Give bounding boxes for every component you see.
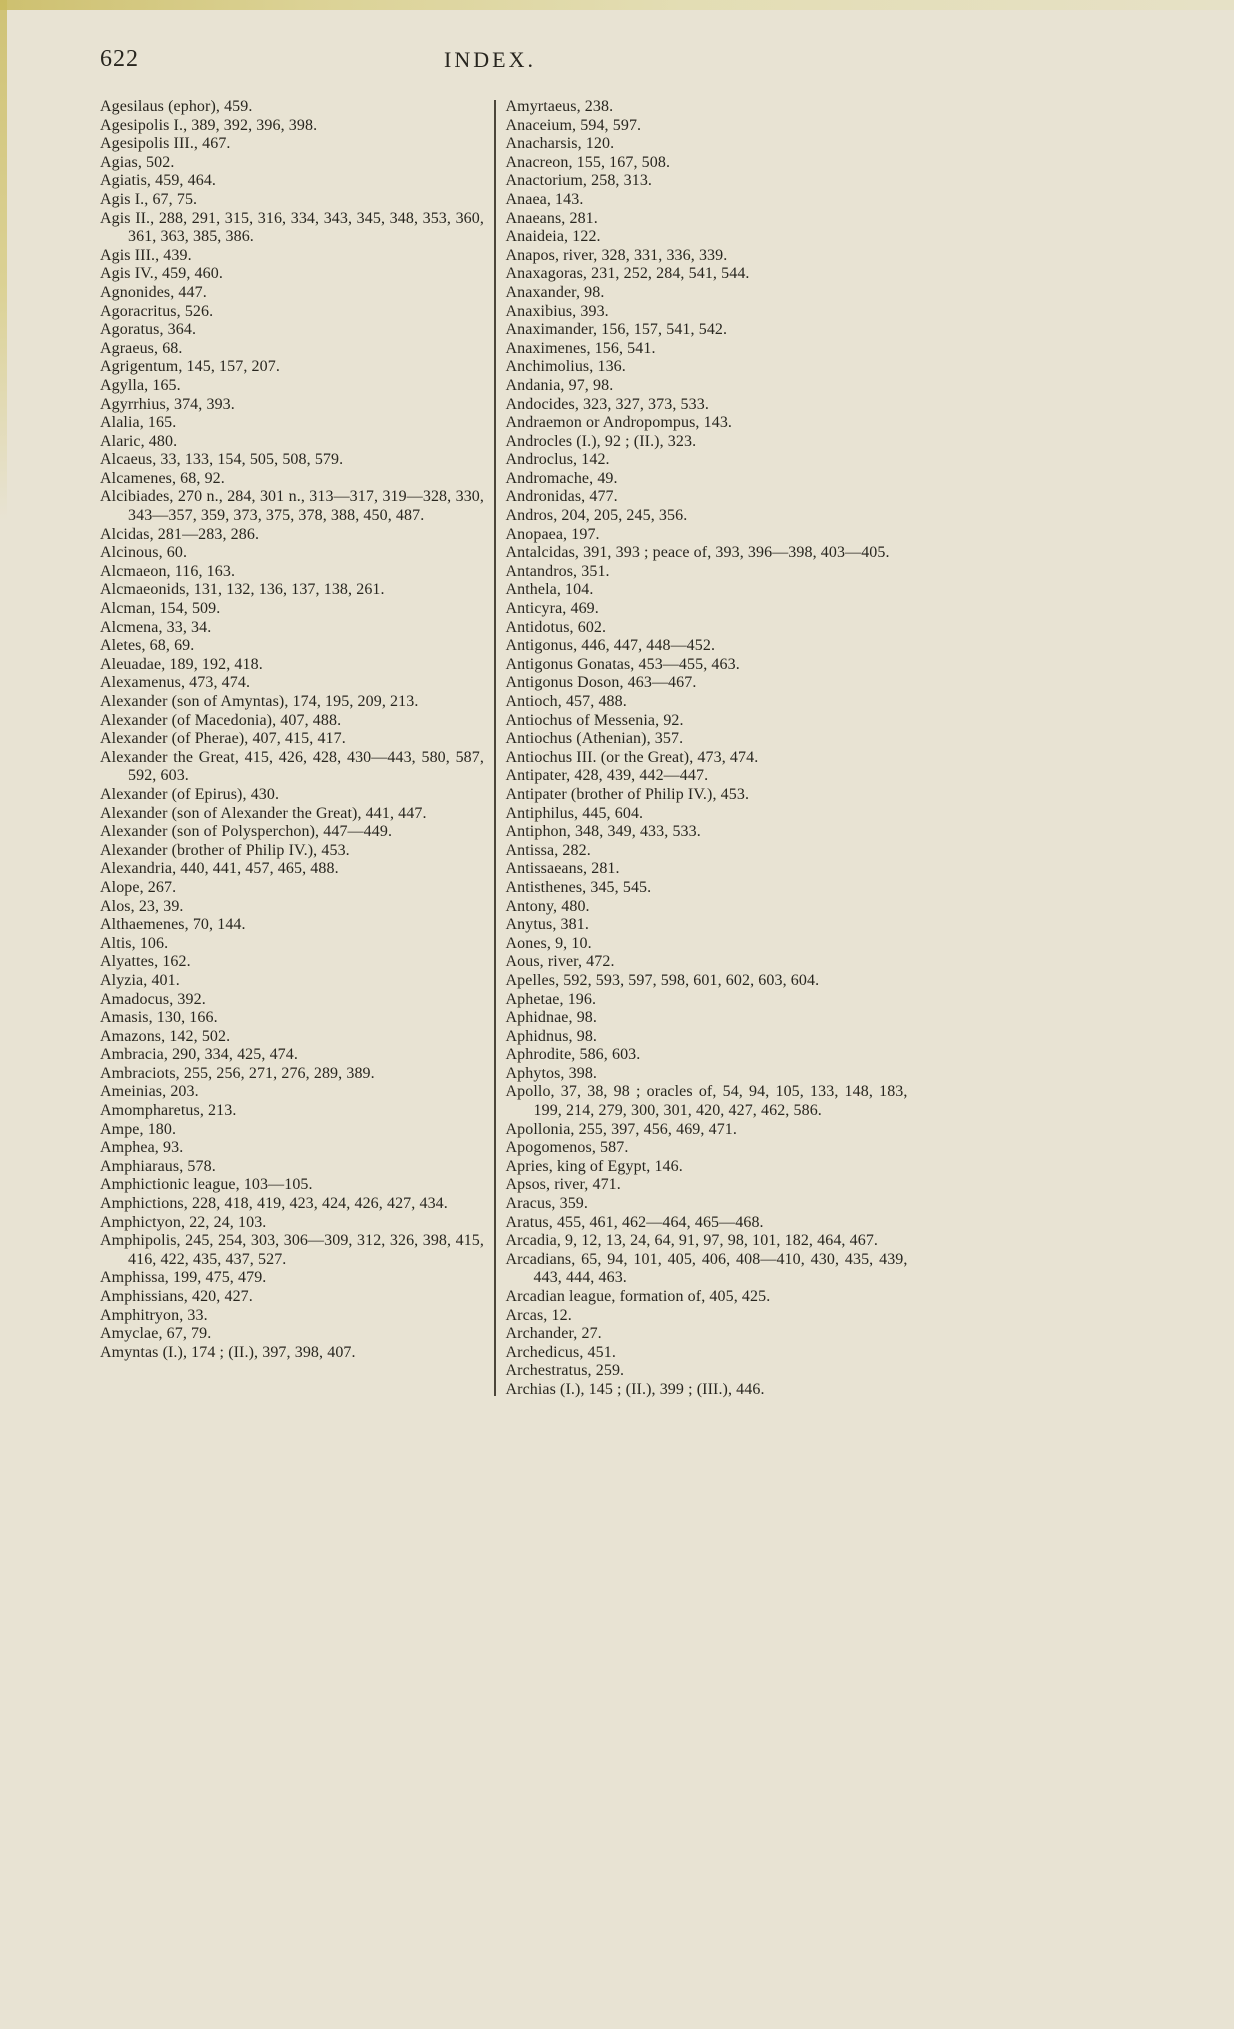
index-entry: Antandros, 351. bbox=[505, 562, 610, 580]
index-entry: Amphictyon, 22, 24, 103. bbox=[100, 1213, 267, 1231]
index-entry: Alexander the Great, 415, 426, 428, 430—443, 580, 587, 592, 603. bbox=[100, 748, 484, 785]
index-entry: Althaemenes, 70, 144. bbox=[100, 916, 246, 934]
index-entry: Arcadians, 65, 94, 101, 405, 406, 408—410, 430, 435, 439, 443, 444, 463. bbox=[505, 1250, 908, 1287]
index-entry: Anticyra, 469. bbox=[505, 600, 599, 618]
index-entry: Aones, 9, 10. bbox=[505, 934, 592, 952]
index-entry: Apries, king of Egypt, 146. bbox=[505, 1157, 683, 1175]
page-title: INDEX. bbox=[444, 47, 536, 72]
index-entry: Antigonus Doson, 463—467. bbox=[505, 674, 697, 692]
index-entry: Alexander (brother of Philip IV.), 453. bbox=[100, 841, 350, 859]
index-entry: Antiochus (Athenian), 357. bbox=[505, 730, 684, 748]
index-entry: Antiochus III. (or the Great), 473, 474. bbox=[505, 748, 759, 766]
index-entry: Antissa, 282. bbox=[505, 841, 591, 859]
index-entry: Amphipolis, 245, 254, 303, 306—309, 312, 326, 398, 415, 416, 422, 435, 437, 527. bbox=[100, 1232, 484, 1268]
index-entry: Archias (I.), 145 ; (II.), 399 ; (III.), 446. bbox=[505, 1380, 765, 1398]
index-entry: Antipater (brother of Philip IV.), 453. bbox=[505, 785, 750, 803]
index-entry: Apollonia, 255, 397, 456, 469, 471. bbox=[505, 1120, 737, 1138]
index-entry: Ameinias, 203. bbox=[100, 1083, 199, 1101]
index-entry: Anopaea, 197. bbox=[505, 525, 600, 543]
index-entry: Anaeans, 281. bbox=[505, 209, 598, 227]
index-entry: Anapos, river, 328, 331, 336, 339. bbox=[505, 246, 728, 264]
index-entry: Aphetae, 196. bbox=[505, 990, 597, 1008]
index-entry: Alexander (of Pherae), 407, 415, 417. bbox=[100, 730, 346, 748]
index-entry: Aphidnus, 98. bbox=[505, 1027, 598, 1045]
index-entry: Aratus, 455, 461, 462—464, 465—468. bbox=[505, 1213, 764, 1231]
index-entry: Agnonides, 447. bbox=[100, 283, 207, 301]
index-entry: Amompharetus, 213. bbox=[100, 1102, 237, 1120]
index-entry: Androcles (I.), 92 ; (II.), 323. bbox=[505, 432, 697, 450]
index-entry: Alcmaeon, 116, 163. bbox=[100, 562, 236, 580]
index-entry: Anactorium, 258, 313. bbox=[505, 172, 653, 190]
index-entry: Antalcidas, 391, 393 ; peace of, 393, 396—398, 403—405. bbox=[505, 544, 890, 562]
index-entry: Alcmena, 33, 34. bbox=[100, 618, 212, 636]
index-entry: Archander, 27. bbox=[505, 1325, 602, 1343]
index-entry: Anchimolius, 136. bbox=[505, 358, 626, 376]
index-entry: Altis, 106. bbox=[100, 934, 169, 952]
index-entry: Antigonus, 446, 447, 448—452. bbox=[505, 637, 716, 655]
index-entry: Androclus, 142. bbox=[505, 451, 610, 469]
index-entry: Andronidas, 477. bbox=[505, 488, 618, 506]
index-entry: Agrigentum, 145, 157, 207. bbox=[100, 358, 280, 376]
index-entry: Anaxagoras, 231, 252, 284, 541, 544. bbox=[505, 265, 750, 283]
index-entry: Amyclae, 67, 79. bbox=[100, 1325, 212, 1343]
scan-edge-left bbox=[0, 0, 7, 520]
index-entry: Agoratus, 364. bbox=[100, 321, 197, 339]
index-entry: Archestratus, 259. bbox=[505, 1362, 625, 1380]
index-entry: Agis II., 288, 291, 315, 316, 334, 343, 345, 348, 353, 360, 361, 363, 385, 386. bbox=[100, 209, 484, 246]
index-entry: Alalia, 165. bbox=[100, 414, 177, 432]
index-entry: Aleuadae, 189, 192, 418. bbox=[100, 655, 263, 673]
index-entry: Amyntas (I.), 174 ; (II.), 397, 398, 407. bbox=[100, 1343, 356, 1361]
index-column-right bbox=[506, 98, 908, 1400]
index-entry: Alexander (of Macedonia), 407, 488. bbox=[100, 711, 342, 729]
index-entry: Amphitryon, 33. bbox=[100, 1306, 208, 1324]
index-entry: Apsos, river, 471. bbox=[505, 1176, 621, 1194]
index-entry: Alcibiades, 270 n., 284, 301 n., 313—317, 319—328, 330, 343—357, 359, 373, 375, 378, 388, 450, 487. bbox=[100, 488, 484, 525]
index-entry: Alcidas, 281—283, 286. bbox=[100, 525, 260, 543]
index-entry: Anacharsis, 120. bbox=[505, 135, 615, 153]
index-entry: Alos, 23, 39. bbox=[100, 897, 184, 915]
index-entry: Agesipolis III., 467. bbox=[100, 135, 231, 153]
index-entry: Alexamenus, 473, 474. bbox=[100, 674, 251, 692]
index-entry: Ambracia, 290, 334, 425, 474. bbox=[100, 1046, 298, 1064]
index-entry: Archedicus, 451. bbox=[505, 1343, 616, 1361]
index-entry: Apogomenos, 587. bbox=[505, 1139, 629, 1157]
index-entry: Agias, 502. bbox=[100, 153, 175, 171]
index-entry: Aphrodite, 586, 603. bbox=[505, 1046, 641, 1064]
index-entry: Ambraciots, 255, 256, 271, 276, 289, 389. bbox=[100, 1064, 375, 1082]
page-number: 622 bbox=[100, 46, 139, 72]
index-entry: Amyrtaeus, 238. bbox=[505, 98, 614, 115]
index-entry: Andraemon or Andropompus, 143. bbox=[505, 414, 733, 432]
index-entry: Amazons, 142, 502. bbox=[100, 1027, 231, 1045]
index-entry: Anacreon, 155, 167, 508. bbox=[505, 153, 671, 171]
index-entry: Agesilaus (ephor), 459. bbox=[100, 98, 253, 115]
index-entry: Alyzia, 401. bbox=[100, 971, 180, 989]
index-entry: Apollo, 37, 38, 98 ; oracles of, 54, 94, 105, 133, 148, 183, 199, 214, 279, 300, 301, 420, 427, 462, 586. bbox=[505, 1083, 908, 1120]
index-entry: Agraeus, 68. bbox=[100, 339, 183, 357]
index-entry: Alcmaeonids, 131, 132, 136, 137, 138, 261. bbox=[100, 581, 385, 599]
index-entry: Alexander (son of Amyntas), 174, 195, 209, 213. bbox=[100, 693, 419, 710]
index-entry: Anthela, 104. bbox=[505, 581, 594, 599]
index-entry: Anaxibius, 393. bbox=[505, 302, 609, 320]
index-entry: Ampe, 180. bbox=[100, 1120, 177, 1138]
index-entry: Agylla, 165. bbox=[100, 376, 181, 394]
index-entry: Arcadian league, formation of, 405, 425. bbox=[505, 1288, 771, 1305]
index-entry: Amphiaraus, 578. bbox=[100, 1157, 216, 1175]
scan-edge-top bbox=[0, 0, 1234, 10]
index-entry: Anaea, 143. bbox=[505, 190, 584, 208]
index-entry: Agis I., 67, 75. bbox=[100, 190, 198, 208]
index-entry: Agesipolis I., 389, 392, 396, 398. bbox=[100, 116, 318, 134]
index-entry: Antioch, 457, 488. bbox=[505, 693, 627, 710]
index-entry: Anaceium, 594, 597. bbox=[505, 116, 642, 134]
index-entry: Antiphilus, 445, 604. bbox=[505, 804, 644, 822]
index-entry: Anaideia, 122. bbox=[505, 228, 601, 246]
index-entry: Amasis, 130, 166. bbox=[100, 1009, 218, 1027]
index-entry: Alexander (of Epirus), 430. bbox=[100, 785, 280, 803]
index-entry: Agiatis, 459, 464. bbox=[100, 172, 217, 190]
index-entry: Aletes, 68, 69. bbox=[100, 637, 195, 655]
index-entry: Antissaeans, 281. bbox=[505, 860, 620, 878]
index-entry: Alaric, 480. bbox=[100, 432, 178, 450]
index-entry: Alope, 267. bbox=[100, 878, 177, 896]
index-entry: Aracus, 359. bbox=[505, 1195, 589, 1213]
index-entry: Alexander (son of Polysperchon), 447—449. bbox=[100, 823, 393, 841]
index-entry: Andania, 97, 98. bbox=[505, 376, 614, 394]
index-entry: Aphidnae, 98. bbox=[505, 1009, 598, 1027]
index-entry: Andromache, 49. bbox=[505, 469, 618, 487]
index-entry: Andocides, 323, 327, 373, 533. bbox=[505, 395, 709, 413]
index-entry: Agis III., 439. bbox=[100, 246, 192, 264]
index-entry: Alcman, 154, 509. bbox=[100, 600, 221, 618]
index-column-left bbox=[100, 98, 484, 1400]
index-entry: Antipater, 428, 439, 442—447. bbox=[505, 767, 709, 785]
index-entry: Antisthenes, 345, 545. bbox=[505, 878, 652, 896]
column-divider bbox=[494, 100, 496, 1396]
index-entry: Amphictions, 228, 418, 419, 423, 424, 426, 427, 434. bbox=[100, 1195, 448, 1213]
index-entry: Alcaeus, 33, 133, 154, 505, 508, 579. bbox=[100, 451, 344, 469]
index-entry: Antiochus of Messenia, 92. bbox=[505, 711, 684, 729]
index-entry: Antidotus, 602. bbox=[505, 618, 607, 636]
index-entry: Antony, 480. bbox=[505, 897, 590, 915]
index-entry: Anaximenes, 156, 541. bbox=[505, 339, 656, 357]
index-entry: Agoracritus, 526. bbox=[100, 302, 214, 320]
index-entry: Anaximander, 156, 157, 541, 542. bbox=[505, 321, 728, 339]
index-entry: Apelles, 592, 593, 597, 598, 601, 602, 603, 604. bbox=[505, 971, 820, 989]
index-entry: Alcinous, 60. bbox=[100, 544, 188, 562]
index-entry: Andros, 204, 205, 245, 356. bbox=[505, 507, 688, 525]
index-entry: Alexandria, 440, 441, 457, 465, 488. bbox=[100, 860, 339, 878]
index-entry: Aphytos, 398. bbox=[505, 1064, 598, 1082]
index-columns bbox=[100, 98, 910, 1400]
index-entry: Amphea, 93. bbox=[100, 1139, 184, 1157]
index-entry: Arcas, 12. bbox=[505, 1306, 572, 1324]
index-entry: Antigonus Gonatas, 453—455, 463. bbox=[505, 655, 740, 673]
index-entry: Amadocus, 392. bbox=[100, 990, 206, 1008]
index-entry: Amphissians, 420, 427. bbox=[100, 1288, 253, 1305]
index-entry: Agyrrhius, 374, 393. bbox=[100, 395, 235, 413]
index-entry: Amphictionic league, 103—105. bbox=[100, 1176, 313, 1194]
page-header bbox=[100, 46, 906, 76]
index-entry: Alcamenes, 68, 92. bbox=[100, 469, 225, 487]
index-entry: Arcadia, 9, 12, 13, 24, 64, 91, 97, 98, 101, 182, 464, 467. bbox=[505, 1232, 879, 1250]
index-entry: Alyattes, 162. bbox=[100, 953, 191, 971]
index-entry: Alexander (son of Alexander the Great), 441, 447. bbox=[100, 804, 427, 822]
index-entry: Aous, river, 472. bbox=[505, 953, 615, 971]
index-entry: Anaxander, 98. bbox=[505, 283, 605, 301]
index-entry: Agis IV., 459, 460. bbox=[100, 265, 223, 283]
index-entry: Anytus, 381. bbox=[505, 916, 589, 934]
index-entry: Amphissa, 199, 475, 479. bbox=[100, 1269, 267, 1287]
index-entry: Antiphon, 348, 349, 433, 533. bbox=[505, 823, 701, 841]
